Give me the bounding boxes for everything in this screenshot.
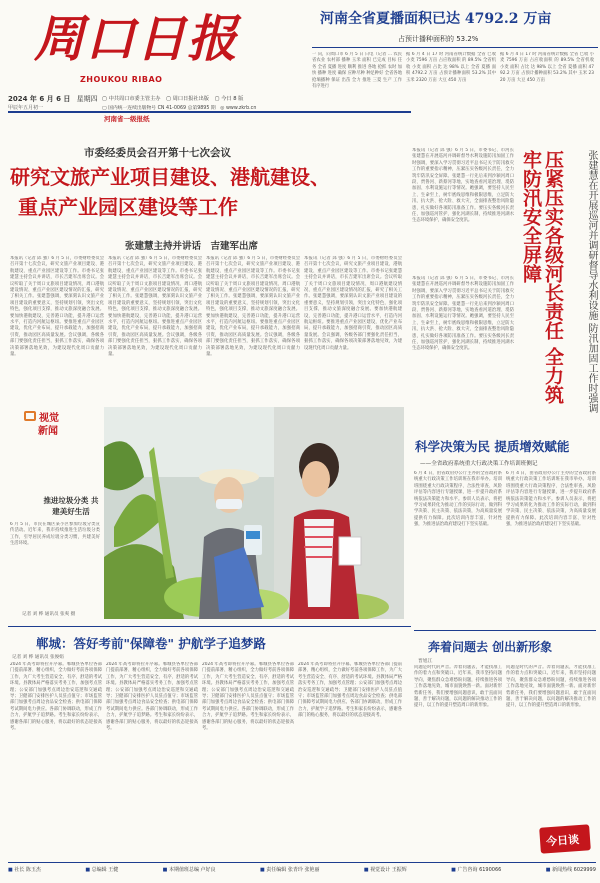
commentary-rule [414,630,596,631]
square-icon: ■ [162,867,168,873]
square-icon: ■ [85,867,91,873]
commentary-author: 晋旭江 [418,659,433,664]
gaokao-body-col-2: 2024 年高考即将拉开序幕。郸城县各单位各部门提前部署、精心组织，全力做好考前各项保障工作，为广大考生营造安全、有序、舒适的考试环境。县教体局严格落实考务工作，加强考点管理；公安部门加强考点周边治安巡逻和交通疏导；卫健部门安排医护人员驻点值守；市场监管部门加强考点周边食品安全检查；供电部门保障考试期间电力供应。各部门协调联动，形成工作合力，护航学子追梦路。考生和家长纷纷表示，感谢各部门的贴心服务，将以最好的状态迎接高考。 [106,662,198,732]
gaokao-rule [8,626,411,627]
flood-sidehead: 张建慧在开展巡河并调研督导水利设施 防汛加固工作时强调 [586,150,597,414]
lead-body-col-3: 本报讯（记者 邱 强）6 月 5 日，市委财经委员会召开第十七次会议，研究文旅产业项目建设、港航建设、重点产业园区建设等工作。市委书记张建慧主持会议并讲话，市长吉建军出席会议。会议听取了关于周口文旅项目建设情况、周口港航建设情况、重点产业园区建设情况的汇报，研究了相关工作。张建慧强调，要深刻认识文旅产业项目建设的重要意义，坚持规划引领，突出文化特色，强化项目支撑，推动文旅深度融合发展。要加快港航建设，完善港口功能，提升港口运营水平，打造内河航运枢纽。要推进重点产业园区建设，优化产业布局，提升承载能力，加强招商引资，推动园区高质量发展。会议强调，各级各部门要强化责任担当，狠抓工作落实，确保各项决策部署落地见效，为建设现代化周口贡献力量。 [206,256,300,358]
commentary-body-col-2: 问题是时代的声音。奔着问题去，才能找准工作的着力点和突破口。近年来，我市坚持问题导向，聚焦群众急难愁盼问题，持续推进各项工作落地见效，城市面貌焕然一新。面对新形势新任务，我们要增强问题意识，敢于直面问题、善于解决问题，以问题的解决推动工作的提升，以工作的提升塑造周口的新形象。 [506,665,596,709]
lead-kicker: 市委经委员会召开第十七次会议 [84,147,231,159]
top-right-headline: 河南全省夏播面积已达 4792.2 万亩 [320,11,552,27]
masthead-date [8,94,98,104]
footer-item [546,866,596,878]
masthead-title: 周口日报 [34,9,238,68]
checkbox-icon: ▢ [102,106,107,111]
photo-caption: 推进垃圾分类 共建美好生活 [43,496,99,516]
footer-item [451,866,501,878]
gaokao-body-col-1: 2024 年高考即将拉开序幕。郸城县各单位各部门提前部署、精心组织，全力做好考前各项保障工作，为广大考生营造安全、有序、舒适的考试环境。县教体局严格落实考务工作，加强考点管理；公安部门加强考点周边治安巡逻和交通疏导；卫健部门安排医护人员驻点值守；市场监管部门加强考点周边食品安全检查；供电部门保障考试期间电力供应。各部门协调联动，形成工作合力，护航学子追梦路。考生和家长纷纷表示，感谢各部门的贴心服务，将以最好的状态迎接高考。 [10,662,102,732]
footer-ads: 广告咨询 6190066 [457,867,502,873]
website-link[interactable]: www.zkrb.cn [225,106,257,111]
square-icon: ■ [259,867,265,873]
footer-hotline: 新闻热线 6029999 [552,867,596,873]
footer-item [260,866,320,878]
footer-item [85,866,118,878]
news-photo-image [104,407,404,619]
lead-body-col-2: 本报讯（记者 邱 强）6 月 5 日，市委财经委员会召开第十七次会议，研究文旅产业项目建设、港航建设、重点产业园区建设等工作。市委书记张建慧主持会议并讲话，市长吉建军出席会议。会议听取了关于周口文旅项目建设情况、周口港航建设情况、重点产业园区建设情况的汇报，研究了相关工作。张建慧强调，要深刻认识文旅产业项目建设的重要意义，坚持规划引领，突出文化特色，强化项目支撑，推动文旅深度融合发展。要加快港航建设，完善港口功能，提升港口运营水平，打造内河航运枢纽。要推进重点产业园区建设，优化产业布局，提升承载能力，加强招商引资，推动园区高质量发展。会议强调，各级各部门要强化责任担当，狠抓工作落实，确保各项决策部署落地见效，为建设现代化周口贡献力量。 [108,256,202,358]
tv-icon [24,411,36,421]
footer-bar [8,866,596,878]
gaokao-body-col-4: 2024 年高考即将拉开序幕。郸城县各单位各部门提前部署、精心组织，全力做好考前各项保障工作，为广大考生营造安全、有序、舒适的考试环境。县教体局严格落实考务工作，加强考点管理；公安部门加强考点周边治安巡逻和交通疏导；卫健部门安排医护人员驻点值守；市场监管部门加强考点周边食品安全检查；供电部门保障考试期间电力供应。各部门协调联动，形成工作合力，护航学子追梦路。考生和家长纷纷表示，感谢各部门的贴心服务，将以最好的状态迎接高考。 [298,662,402,719]
grade-badge: 河南省一级报纸 [104,115,150,123]
lead-headline-line-1: 研究文旅产业项目建设、港航建设、 [10,165,330,189]
today-comment-badge [539,824,591,853]
square-icon: ■ [8,867,13,873]
gaokao-body-col-3: 2024 年高考即将拉开序幕。郸城县各单位各部门提前部署、精心组织，全力做好考前各项保障工作，为广大考生营造安全、有序、舒适的考试环境。县教体局严格落实考务工作，加强考点管理；公安部门加强考点周边治安巡逻和交通疏导；卫健部门安排医护人员驻点值守；市场监管部门加强考点周边食品安全检查；供电部门保障考试期间电力供应。各部门协调联动，形成工作合力，护航学子追梦路。考生和家长纷纷表示，感谢各部门的贴心服务，将以最好的状态迎接高考。 [202,662,294,732]
top-right-rule [312,47,598,48]
science-body-col-1: 6 月 4 日，由省政府办公厅主办的全省政府系统重大行政决策工作培训班在我市举办。培训班围绕重大行政决策程序、合法性审查、风险评估等内容进行专题授课，进一步提升政府系统依法决策能力和水平。参训人员表示，将把学习成果转化为推动工作的实际行动，做到科学决策、民主决策、依法决策，为高质量发展提供有力保障。此次培训内容丰富、针对性强，为推进法治政府建设打下坚实基础。 [414,471,502,528]
photo-label-small: 新闻 [38,426,58,437]
flood-body-col-2: 本报讯（记者 邱 强）6 月 5 日，市委书记、市河长 张建慧在开展巡河并调研督导水利设施防汛加固工作时强调，要深入学习贯彻习近平总书记关于防汛救灾工作的重要指示精神，压紧压实各级河长责任，全力筑牢防汛安全屏障。张建慧一行先后来到沙颍河周口段、贾鲁河、新蔡河等地，实地查看河道治理、堤防加固、水利设施运行等情况。她强调，要坚持人民至上、生命至上，树牢底线思维和极限思维，立足防大汛、抗大洪、抢大险、救大灾，全面排查整治风险隐患，扎实做好各项防汛准备工作。要压实各级河长责任，加强巡河管护，强化河湖长制，持续推进河湖水生态环境保护，确保安全度汛。 [412,276,514,352]
issue-number: 国内统一连续出版物号 CN 41-0069 总第9895 期 [108,106,216,111]
lead-body-col-4: 本报讯（记者 邱 强）6 月 5 日，市委财经委员会召开第十七次会议，研究文旅产业项目建设、港航建设、重点产业园区建设等工作。市委书记张建慧主持会议并讲话，市长吉建军出席会议。会议听取了关于周口文旅项目建设情况、周口港航建设情况、重点产业园区建设情况的汇报，研究了相关工作。张建慧强调，要深刻认识文旅产业项目建设的重要意义，坚持规划引领，突出文化特色，强化项目支撑，推动文旅深度融合发展。要加快港航建设，完善港口功能，提升港口运营水平，打造内河航运枢纽。要推进重点产业园区建设，优化产业布局，提升承载能力，加强招商引资，推动园区高质量发展。会议强调，各级各部门要强化责任担当，狠抓工作落实，确保各项决策部署落地见效，为建设现代化周口贡献力量。 [304,256,402,351]
footer-item [8,866,41,878]
flood-body-col-1: 本报讯（记者 邱 强）6 月 5 日，市委书记、市河长 张建慧在开展巡河并调研督导水利设施防汛加固工作时强调，要深入学习贯彻习近平总书记关于防汛救灾工作的重要指示精神，压紧压实各级河长责任，全力筑牢防汛安全屏障。张建慧一行先后来到沙颍河周口段、贾鲁河、新蔡河等地，实地查看河道治理、堤防加固、水利设施运行等情况。她强调，要坚持人民至上、生命至上，树牢底线思维和极限思维，立足防大汛、抗大洪、抢大险、救大灾，全面排查整治风险隐患，扎实做好各项防汛准备工作。要压实各级河长责任，加强巡河管护，强化河湖长制，持续推进河湖水生态环境保护，确保安全度汛。 [412,148,514,224]
photo-credit: 记者 刘 桦 通讯员 张爽 摄 [22,612,76,617]
footer-publisher: 社长 陈玉杰 [14,867,41,873]
today-comment-label: 今日谈 [545,833,580,849]
flood-headline: 压紧压实各级河长责任 全力筑牢防汛安全屏障 [520,150,564,404]
footer-item [163,866,216,878]
footer-designer: 视觉设计 王振辉 [370,867,407,873]
info-publisher: 周口日报社出版 [172,96,209,102]
globe-icon: ◎ [220,106,225,111]
lead-byline: 张建慧主持并讲话 吉建军出席 [125,241,259,252]
top-right-story [300,0,600,150]
lead-headline [10,162,405,222]
masthead-pinyin: ZHOUKOU RIBAO [80,75,163,84]
square-icon: ■ [363,867,369,873]
square-icon: ■ [545,867,551,873]
info-host: 中共周口市委主管主办 [108,96,161,102]
lunar-date: 甲辰年五月初一 [8,105,44,111]
photo-side-text: 6 月 5 日，市民在城区某小区参加垃圾分类宣传活动。近年来，我市持续推进生活垃圾分类工作，引导居民养成垃圾分类习惯，共建美好生活环境。 [10,522,100,547]
commentary-headline: 奔着问题去 创出新形象 [428,640,553,654]
top-right-col-2: 据 6 月 4 日 17 时 河南省统计数据 全省 已收 小麦 7596 万亩 占应收面积 的 89.5% 全省机收 小麦 面积 占比 达 98% 以上 全省 夏播 面积 4792.2 万亩 占预计播种面积 53.2% 其中 玉米 2320 万亩 大豆 450 万亩 [406,52,496,83]
masthead-info-row [102,95,243,102]
gaokao-headline: 郸城：答好考前"保障卷" 护航学子追梦路 [36,636,266,651]
issue-date: 2024 年 6 月 6 日 [8,95,71,103]
science-body-col-2: 6 月 4 日，由省政府办公厅主办的全省政府系统重大行政决策工作培训班在我市举办。培训班围绕重大行政决策程序、合法性审查、风险评估等内容进行专题授课，进一步提升政府系统依法决策能力和水平。参训人员表示，将把学习成果转化为推动工作的实际行动，做到科学决策、民主决策、依法决策，为高质量发展提供有力保障。此次培训内容丰富、针对性强，为推进法治政府建设打下坚实基础。 [506,471,596,528]
footer-duty-editor: 本期值班总编 卢好良 [168,867,216,873]
checkbox-icon: ▢ [166,96,172,102]
top-right-col-3: 据 6 月 4 日 17 时 河南省统计数据 全省 已收 小麦 7596 万亩 占应收面积 的 89.5% 全省机收 小麦 面积 占比 达 98% 以上 全省 夏播 面积 4792.2 万亩 占预计播种面积 53.2% 其中 玉米 2320 万亩 大豆 450 万亩 [500,52,594,83]
footer-editor: 总编辑 王健 [91,867,119,873]
checkbox-icon: ▢ [214,96,220,102]
footer-item [364,866,407,878]
flood-story [410,148,600,430]
gaokao-byline: 记者 刘 桦 通讯员 张俊娟 [12,655,64,660]
top-right-col-1: 一 向，向周口市 6 月 5 日 日电（记者 ... 农民 省农业 农村部 播种 玉米 面积 已完成 目标 任务 全省 夏播 进度 顺利 推进 各地 抢抓 农时 加快 播种 进度 确保 应种尽种 种足种好 全省各地 抢墒播种 保证 出苗 全力 推进 三夏 生产 工作 有序进行 [312,52,402,90]
commentary-body-col-1: 问题是时代的声音。奔着问题去，才能找准工作的着力点和突破口。近年来，我市坚持问题导向，聚焦群众急难愁盼问题，持续推进各项工作落地见效，城市面貌焕然一新。面对新形势新任务，我们要增强问题意识，敢于直面问题、善于解决问题，以问题的解决推动工作的提升，以工作的提升塑造周口的新形象。 [414,665,502,709]
square-icon: ■ [451,867,456,873]
checkbox-icon: ▢ [102,96,107,102]
science-headline: 科学决策为民 提质增效赋能 [415,439,570,454]
lead-body-col-1: 本报讯（记者 邱 强）6 月 5 日，市委财经委员会召开第十七次会议，研究文旅产业项目建设、港航建设、重点产业园区建设等工作。市委书记张建慧主持会议并讲话，市长吉建军出席会议。会议听取了关于周口文旅项目建设情况、周口港航建设情况、重点产业园区建设情况的汇报，研究了相关工作。张建慧强调，要深刻认识文旅产业项目建设的重要意义，坚持规划引领，突出文化特色，强化项目支撑，推动文旅深度融合发展。要加快港航建设，完善港口功能，提升港口运营水平，打造内河航运枢纽。要推进重点产业园区建设，优化产业布局，提升承载能力，加强招商引资，推动园区高质量发展。会议强调，各级各部门要强化责任担当，狠抓工作落实，确保各项决策部署落地见效，为建设现代化周口贡献力量。 [10,256,104,358]
weekday: 星期四 [76,95,98,103]
news-photo [104,407,404,619]
lead-headline-line-2: 重点产业园区建设等工作 [18,195,238,219]
top-right-subhead: 占预计播种面积的 53.2% [398,35,479,43]
footer-rule [8,862,596,863]
footer-responsible: 责任编辑 张青玲 张艳丽 [266,867,320,873]
masthead-issue-row [102,104,256,111]
photo-label-big: 视觉 [39,413,59,424]
info-pages: 今日 8 版 [221,96,244,102]
science-subhead: ——全省政府系统重大行政决策工作培训班侧记 [420,461,538,467]
